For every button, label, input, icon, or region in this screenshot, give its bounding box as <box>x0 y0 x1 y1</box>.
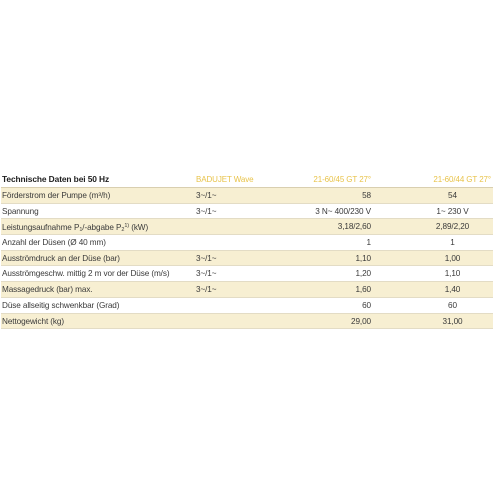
row-label: Spannung <box>2 206 39 216</box>
row-col2-value: 1 <box>366 238 371 248</box>
table-row <box>1 298 493 314</box>
row-col3-value: 31,00 <box>442 316 463 326</box>
row-label: Förderstrom der Pumpe (m³/h) <box>2 191 111 200</box>
row-col2-value: 3,18/2,60 <box>337 222 371 232</box>
row-col2-value: 29,00 <box>351 316 371 326</box>
column-header-badujet-wave: BADUJET Wave <box>196 175 254 184</box>
row-col1-value: 3~/1~ <box>196 191 217 200</box>
row-label: Massagedruck (bar) max. <box>2 285 93 295</box>
row-col2-value: 1,10 <box>355 253 371 263</box>
row-col3-value: 1 <box>450 238 455 248</box>
row-label: Düse allseitig schwenkbar (Grad) <box>2 300 120 310</box>
row-col2-value: 58 <box>362 191 371 200</box>
table-row <box>1 235 493 251</box>
row-label: Ausströmgeschw. mittig 2 m vor der Düse (m/s) <box>2 269 170 279</box>
row-col2-value: 60 <box>362 300 371 310</box>
table-title: Technische Daten bei 50 Hz <box>2 174 110 184</box>
row-label: Leistungsaufnahme $P_1/$-abgabe $P_2^{1)}$ (kW) <box>2 223 149 234</box>
table-row <box>1 219 493 235</box>
row-col1-value: 3~/1~ <box>196 269 217 279</box>
table-row <box>1 266 493 282</box>
row-col2-value: 1,20 <box>355 269 371 279</box>
row-col3-value: 1,00 <box>444 253 461 263</box>
table-row <box>1 314 493 330</box>
row-col3-value: 1~ 230 V <box>436 206 469 216</box>
row-col3-value: 1,10 <box>444 269 461 279</box>
table-row <box>1 204 493 220</box>
column-header-model-44: 21-60/44 GT 27° <box>433 175 491 184</box>
row-col3-value: 1,40 <box>444 285 461 295</box>
row-col1-value: 3~/1~ <box>196 206 217 216</box>
table-row <box>1 282 493 298</box>
table-row <box>1 251 493 267</box>
row-col2-value: 3 N~ 400/230 V <box>315 206 371 216</box>
table-row <box>1 188 493 204</box>
row-col2-value: 1,60 <box>355 285 371 295</box>
row-col3-value: 2,89/2,20 <box>435 222 470 232</box>
row-col1-value: 3~/1~ <box>196 253 217 263</box>
row-col1-value: 3~/1~ <box>196 285 217 295</box>
row-col3-value: 60 <box>448 300 457 310</box>
row-label: Ausströmdruck an der Düse (bar) <box>2 253 120 263</box>
row-label: Anzahl der Düsen (Ø 40 mm) <box>2 238 106 248</box>
row-label: Nettogewicht (kg) <box>2 316 65 326</box>
tech-data-table <box>1 171 493 329</box>
table-header-row <box>1 171 493 188</box>
row-col3-value: 54 <box>448 191 457 200</box>
column-header-model-45: 21-60/45 GT 27° <box>313 175 371 184</box>
